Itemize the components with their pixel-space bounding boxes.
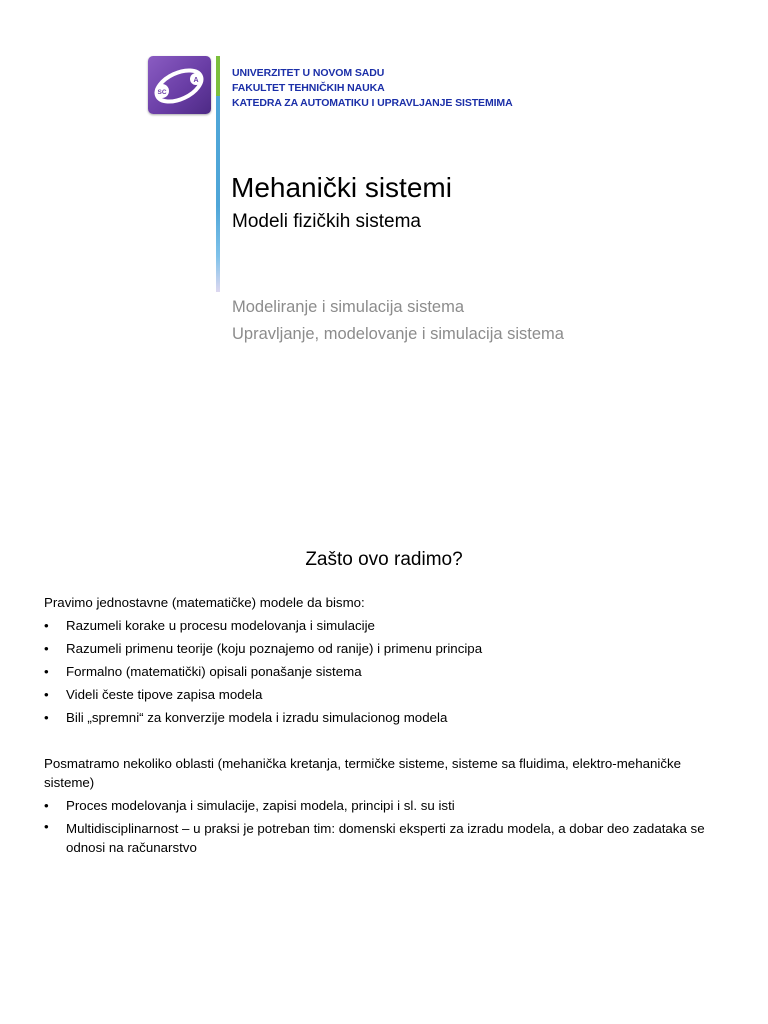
bullet-glyph: •: [44, 687, 49, 702]
university-logo: [148, 56, 211, 114]
principles-list: [44, 794, 734, 859]
list-item-text: Videli česte tipove zapisa modela: [66, 687, 263, 702]
section-content: [44, 591, 734, 859]
faculty-name: FAKULTET TEHNIČKIH NAUKA: [232, 82, 385, 94]
course-list: [232, 294, 564, 348]
course-name: Modeliranje i simulacija sistema: [232, 298, 464, 316]
bullet-glyph: •: [44, 710, 49, 725]
department-name: KATEDRA ZA AUTOMATIKU I UPRAVLJANJE SISTEMIMA: [232, 97, 513, 109]
slide-subtitle: Modeli fizičkih sistema: [232, 211, 421, 232]
bullet-glyph: •: [44, 819, 49, 834]
list-item: [44, 706, 734, 729]
bullet-glyph: •: [44, 641, 49, 656]
paragraph-spacer: [44, 729, 734, 752]
university-name: UNIVERZITET U NOVOM SADU: [232, 67, 385, 79]
logo-letter-a: A: [193, 77, 199, 84]
list-item-text: Proces modelovanja i simulacije, zapisi modela, principi i sl. su isti: [66, 798, 455, 813]
slide-title: Mehanički sistemi: [231, 172, 452, 203]
areas-paragraph: Posmatramo nekoliko oblasti (mehanička kretanja, termičke sisteme, sisteme sa fluidima, elektro-mehaničke sisteme): [44, 756, 682, 790]
bullet-glyph: •: [44, 798, 49, 813]
list-item: [44, 794, 734, 817]
course-name: Upravljanje, modelovanje i simulacija sistema: [232, 325, 564, 343]
list-item-text: Bili „spremni“ za konverzije modela i izradu simulacionog modela: [66, 710, 448, 725]
list-item-text: Razumeli korake u procesu modelovanja i simulacije: [66, 618, 375, 633]
bullet-glyph: •: [44, 664, 49, 679]
list-item-text: Formalno (matematički) opisali ponašanje sistema: [66, 664, 362, 679]
vertical-accent-bar: [216, 56, 220, 292]
list-item: [44, 683, 734, 706]
list-item: [44, 614, 734, 637]
list-item-text: Razumeli primenu teorije (koju poznajemo od ranije) i primenu principa: [66, 641, 483, 656]
list-item: [44, 817, 734, 859]
logo-letters-sc: SC: [157, 89, 167, 96]
goals-list: [44, 614, 734, 729]
bullet-glyph: •: [44, 618, 49, 633]
university-logo-icon: [148, 56, 211, 114]
intro-text: Pravimo jednostavne (matematičke) modele da bismo:: [44, 595, 365, 610]
list-item: [44, 660, 734, 683]
section-heading: Zašto ovo radimo?: [305, 549, 463, 570]
institution-header: [232, 66, 513, 111]
list-item-text: Multidisciplinarnost – u praksi je potreban tim: domenski eksperti za izradu modela, a dobar deo zadataka se odnosi na računarstvo: [66, 821, 705, 855]
list-item: [44, 637, 734, 660]
